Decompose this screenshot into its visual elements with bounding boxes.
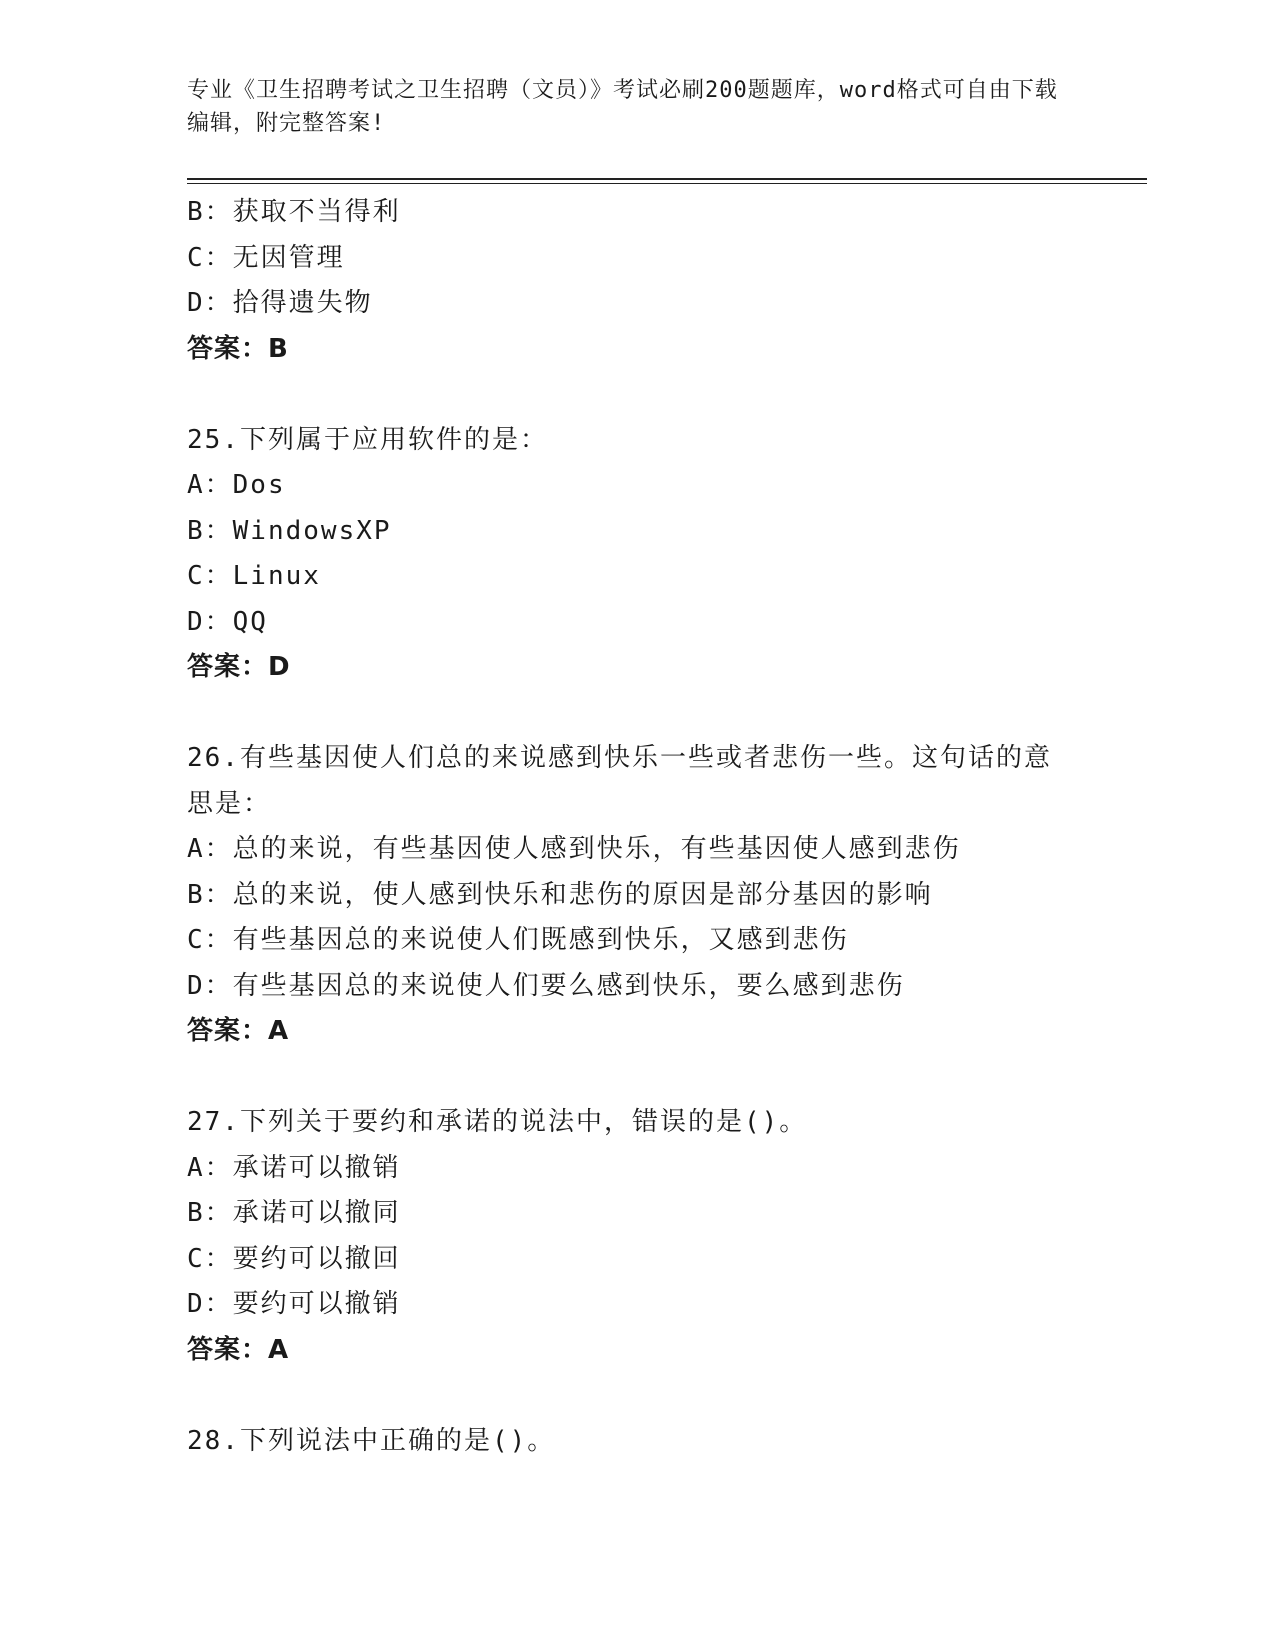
header-rule-thin bbox=[187, 183, 1147, 184]
question-27 bbox=[187, 1100, 1107, 1373]
option-b: B：承诺可以撤同 bbox=[187, 1198, 401, 1228]
option-b: B：获取不当得利 bbox=[187, 197, 401, 227]
question-28 bbox=[187, 1419, 1107, 1465]
option-a: A：总的来说，有些基因使人感到快乐，有些基因使人感到悲伤 bbox=[187, 834, 961, 864]
question-list bbox=[187, 190, 1107, 1464]
option-a: A：Dos bbox=[187, 470, 286, 500]
header-rule-thick bbox=[187, 178, 1147, 180]
question-26 bbox=[187, 736, 1107, 1055]
option-d: D：拾得遗失物 bbox=[187, 288, 373, 318]
answer-line: 答案：B bbox=[187, 333, 289, 364]
option-d: D：有些基因总的来说使人们要么感到快乐，要么感到悲伤 bbox=[187, 970, 905, 1001]
option-d: D：QQ bbox=[187, 606, 268, 637]
option-c: C：要约可以撤回 bbox=[187, 1243, 401, 1274]
option-c: C：无因管理 bbox=[187, 242, 345, 273]
option-c: C：Linux bbox=[187, 561, 321, 591]
option-c: C：有些基因总的来说使人们既感到快乐，又感到悲伤 bbox=[187, 925, 849, 955]
option-d: D：要约可以撤销 bbox=[187, 1289, 401, 1319]
option-b: B：总的来说，使人感到快乐和悲伤的原因是部分基因的影响 bbox=[187, 879, 933, 910]
question-text: 28.下列说法中正确的是()。 bbox=[187, 1425, 556, 1456]
question-24 bbox=[187, 190, 1107, 372]
option-a: A：承诺可以撤销 bbox=[187, 1152, 401, 1183]
option-b: B：WindowsXP bbox=[187, 515, 392, 546]
document-header: 专业《卫生招聘考试之卫生招聘（文员）》考试必刷200题题库，word格式可自由下载编辑，附完整答案! bbox=[187, 78, 1058, 136]
question-text: 26.有些基因使人们总的来说感到快乐一些或者悲伤一些。这句话的意思是： bbox=[187, 743, 1052, 819]
answer-line: 答案：D bbox=[187, 652, 291, 682]
question-text: 27.下列关于要约和承诺的说法中，错误的是()。 bbox=[187, 1107, 808, 1137]
answer-line: 答案：A bbox=[187, 1016, 290, 1046]
answer-line: 答案：A bbox=[187, 1334, 290, 1365]
question-text: 25.下列属于应用软件的是： bbox=[187, 424, 548, 455]
question-25 bbox=[187, 418, 1107, 691]
